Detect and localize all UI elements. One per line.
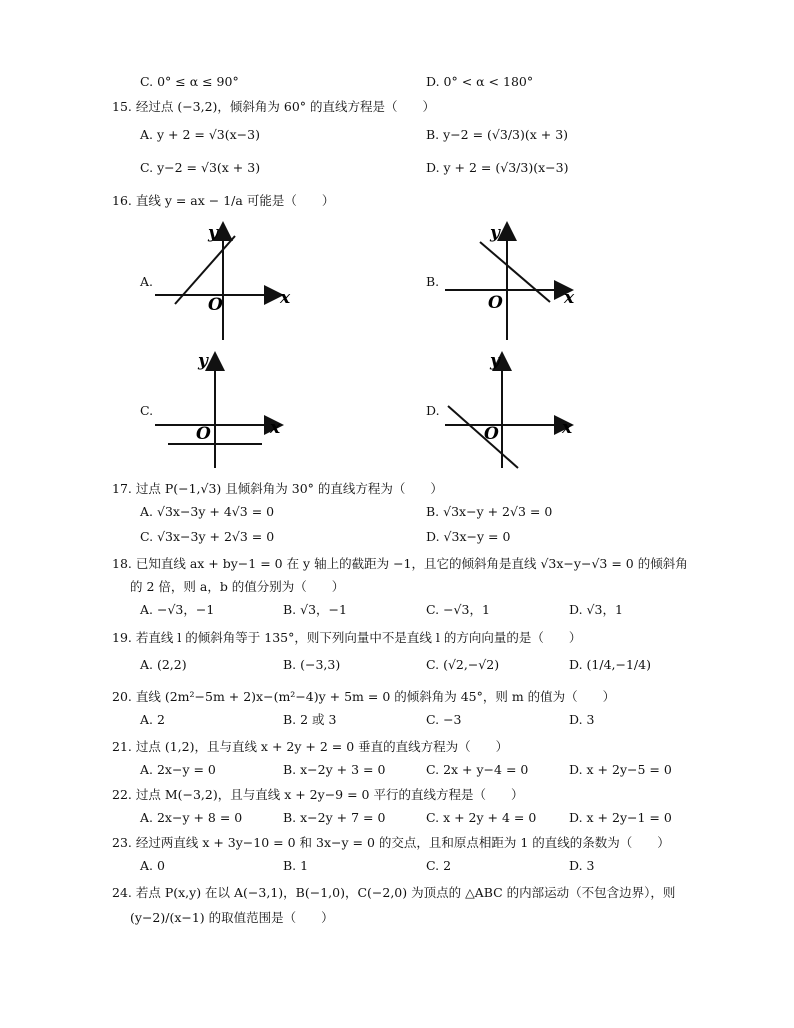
q16-graph-c [150,350,300,475]
q23-stem: 23. 经过两直线 x + 3y−10 = 0 和 3x−y = 0 的交点，且和原点相距为 1 的直线的条数为（ ） [112,835,670,850]
q20-option-a: A. 2 [140,712,165,727]
q22-stem: 22. 过点 M(−3,2)，且与直线 x + 2y−9 = 0 平行的直线方程是（ ） [112,787,524,802]
x-axis-label: x [280,288,291,308]
q19-option-a: A. (2,2) [140,657,187,672]
q15-option-a: A. y + 2 = √3(x−3) [140,127,260,142]
q16-stem: 16. 直线 y = ax − 1/a 可能是（ ） [112,193,335,208]
q19-option-c: C. (√2,−√2) [426,657,500,672]
q19-option-b: B. (−3,3) [283,657,341,672]
q18-option-c: C. −√3，1 [426,602,490,617]
q18-stem-line2: 的 2 倍，则 a，b 的值分别为（ ） [130,579,345,594]
q23-option-c: C. 2 [426,858,452,873]
q17-option-d: D. √3x−y = 0 [426,529,511,544]
q17-option-a: A. √3x−3y + 4√3 = 0 [140,504,275,519]
q19-option-d: D. (1/4,−1/4) [569,657,651,672]
q21-option-b: B. x−2y + 3 = 0 [283,762,386,777]
q17-option-b: B. √3x−y + 2√3 = 0 [426,504,553,519]
origin-label: O [488,293,503,313]
q17-stem: 17. 过点 P(−1,√3) 且倾斜角为 30° 的直线方程为（ ） [112,481,443,496]
q18-option-d: D. √3，1 [569,602,623,617]
x-axis-label: x [270,418,281,438]
q17-option-c: C. √3x−3y + 2√3 = 0 [140,529,275,544]
q16-label-a: A. [140,274,154,289]
q14-option-c: C. 0° ≤ α ≤ 90° [140,74,239,89]
q15-option-b: B. y−2 = (√3/3)(x + 3) [426,127,569,142]
q20-option-b: B. 2 或 3 [283,712,337,727]
q15-option-c: C. y−2 = √3(x + 3) [140,160,261,175]
q21-option-c: C. 2x + y−4 = 0 [426,762,529,777]
q22-option-a: A. 2x−y + 8 = 0 [140,810,243,825]
q16-graph-b [440,220,590,345]
q16-label-c: C. [140,403,154,418]
q16-graph-d [440,350,590,475]
q22-option-b: B. x−2y + 7 = 0 [283,810,386,825]
q20-option-c: C. −3 [426,712,462,727]
q16-label-d: D. [426,403,440,418]
q21-stem: 21. 过点 (1,2)，且与直线 x + 2y + 2 = 0 垂直的直线方程为（ ） [112,739,509,754]
q24-stem-line2: (y−2)/(x−1) 的取值范围是（ ） [130,910,334,925]
q16-graph-a [150,220,300,345]
y-axis-label: y [208,223,218,243]
x-axis-label: x [562,418,573,438]
origin-label: O [208,295,223,315]
q19-stem: 19. 若直线 l 的倾斜角等于 135°，则下列向量中不是直线 l 的方向向量的是（ ） [112,630,582,645]
y-axis-label: y [490,351,500,371]
origin-label: O [484,424,499,444]
y-axis-label: y [490,223,500,243]
q23-option-b: B. 1 [283,858,309,873]
origin-label: O [196,424,211,444]
q23-option-a: A. 0 [140,858,165,873]
q20-option-d: D. 3 [569,712,595,727]
q18-option-a: A. −√3，−1 [140,602,215,617]
q22-option-c: C. x + 2y + 4 = 0 [426,810,537,825]
q18-option-b: B. √3，−1 [283,602,347,617]
q14-option-d: D. 0° < α < 180° [426,74,534,89]
graph-line [448,406,518,468]
q15-option-d: D. y + 2 = (√3/3)(x−3) [426,160,569,175]
q22-option-d: D. x + 2y−1 = 0 [569,810,672,825]
q16-label-b: B. [426,274,440,289]
q24-stem-line1: 24. 若点 P(x,y) 在以 A(−3,1)，B(−1,0)，C(−2,0) 为顶点的 △ABC 的内部运动（不包含边界），则 [112,885,676,900]
x-axis-label: x [564,288,575,308]
q15-stem: 15. 经过点 (−3,2)，倾斜角为 60° 的直线方程是（ ） [112,99,436,114]
q20-stem: 20. 直线 (2m²−5m + 2)x−(m²−4)y + 5m = 0 的倾斜角为 45°，则 m 的值为（ ） [112,689,616,704]
q21-option-d: D. x + 2y−5 = 0 [569,762,672,777]
q21-option-a: A. 2x−y = 0 [140,762,216,777]
graph-line [175,236,235,304]
q18-stem-line1: 18. 已知直线 ax + by−1 = 0 在 y 轴上的截距为 −1，且它的倾斜角是直线 √3x−y−√3 = 0 的倾斜角 [112,556,688,571]
y-axis-label: y [198,351,208,371]
q23-option-d: D. 3 [569,858,595,873]
